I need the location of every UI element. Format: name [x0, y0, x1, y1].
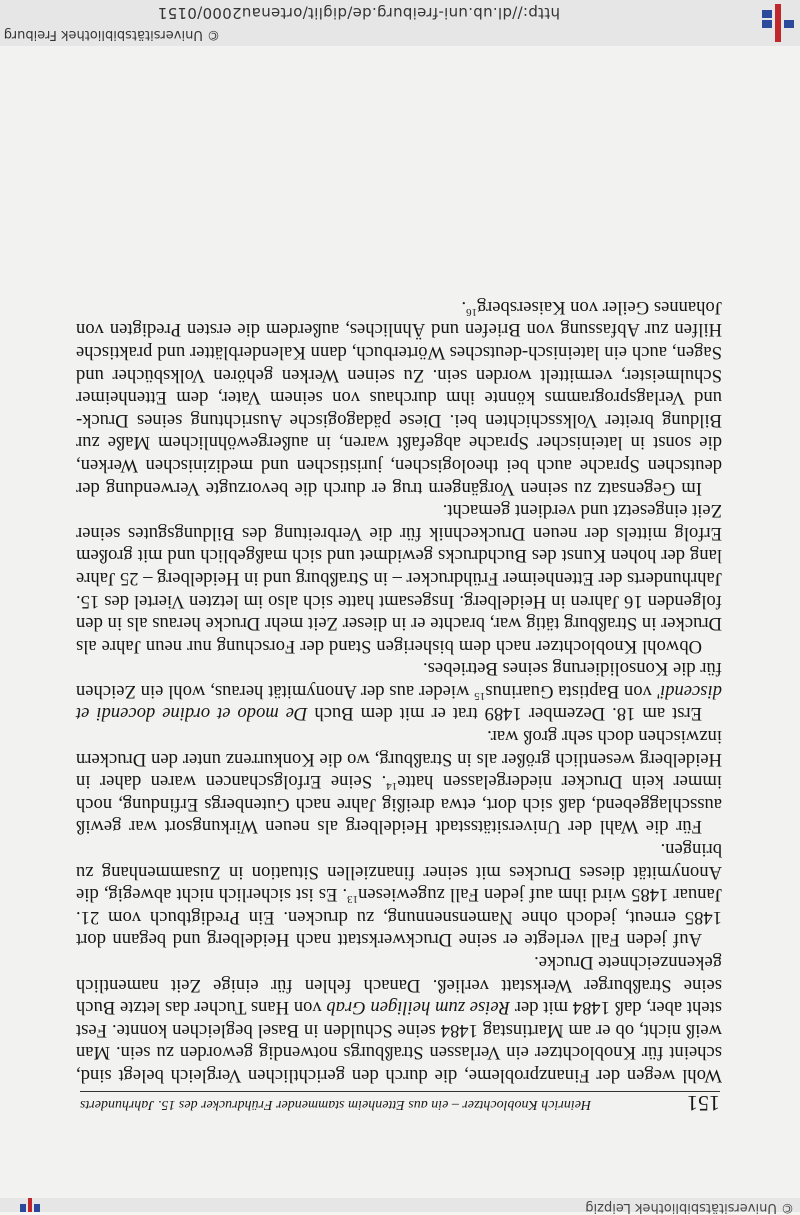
paragraph: Für die Wahl der Universitätsstadt Heidelberg als neuen Wirkungsort war gewiß ausschlaggebend, daß sich dort, etwa dreißig Jahre nach Gutenbergs Erfindung, noch immer kein Drucker niedergelassen hatte$^{14}$. Seine Erfolgschancen waren daher in Heidelberg wesentlich größer als in Straßburg, wo die Konkurrenz unter den Druckern inzwischen doch sehr groß war.	[76, 726, 722, 838]
library-credit: © Universitätsbibliothek Freiburg	[3, 27, 220, 42]
library-credit-top: © Universitätsbibliothek Leipzig	[585, 1200, 794, 1215]
library-logo-icon	[754, 4, 794, 42]
paragraph: Auf jeden Fall verlegte er seine Druckwerkstatt nach Heidelberg und begann dort 1485 erneut, jedoch ohne Namensnennung, zu drucken. Ein Predigtbuch vom 21. Januar 1485 wird ihm auf jeden Fall zugewiesen$^{13}$. Es ist sicherlich nicht abwegig, die Anonymität dieses Druckes mit seiner finanziellen Situation in Zusammenhang zu bringen.	[76, 839, 722, 951]
library-logo-top-icon	[20, 1198, 40, 1212]
viewer-top-bar	[0, 1198, 800, 1215]
paragraph: Wohl wegen der Finanzprobleme, die durch den gerichtlichen Vergleich belegt sind, scheint für Knoblochtzer ein Verlassen Straßburgs notwendig geworden zu sein. Man weiß nicht, ob er am Martinstag 1484 seine Schulden in Basel begleichen konnte. Fest steht aber, daß 1484 mit der Reise zum heiligen Grab von Hans Tucher das letzte Buch seine Straßburger Werkstatt verließ. Danach fehlen für einige Zeit namentlich gekennzeichnete Drucke.	[75, 952, 722, 1086]
page-header	[80, 1091, 720, 1116]
paragraph: Erst am 18. Dezember 1489 trat er mit dem Buch De modo et ordine docendi et discendi' von Baptista Guarinus$^{15}$ wieder aus der Anonymität heraus, wohl ein Zeichen für die Konsolidierung seines Betriebes.	[75, 658, 722, 725]
paragraph: Im Gegensatz zu seinen Vorgängern trug er durch die bevorzugte Verwendung der deutschen Sprache auch bei theologischen, juristischen und medizinischen Werken, die sonst in lateinischer Sprache abgefaßt waren, in außergewöhnlichem Maße zur Bildung breiter Volksschichten bei. Diese pädagogische Ausrichtung seines Druck- und Verlagsprogramms könnte ihm durchaus von seinem Vater, dem Ettenheimer Schulmeister, vermittelt worden sein. Zu seinen Werken gehören Volksbücher und Sagen, auch ein lateinisch-deutsches Wörterbuch, dann Kalenderblätter und praktische Hilfen zur Abfassung von Briefen und Ähnliches, außerdem die ersten Predigten von Johannes Geiler von Kaisersberg$^{16}$.	[76, 296, 722, 499]
page-number: 151	[687, 1091, 720, 1116]
viewer-bottom-bar	[0, 0, 800, 46]
running-head: Heinrich Knoblochtzer – ein aus Ettenheim stammender Frühdrucker des 15. Jahrhunderts	[80, 1097, 592, 1112]
document-url-link[interactable]: http://dl.ub.uni-freiburg.de/diglit/ortenau2000/0151	[157, 4, 560, 22]
paragraph: Obwohl Knoblochtzer nach dem bisherigen Stand der Forschung nur neun Jahre als Drucker in Straßburg tätig war, brachte er in dieser Zeit mehr Drucke heraus als in den folgenden 16 Jahren in Heidelberg. Insgesamt hatte sich also im letzten Viertel des 15. Jahrhunderts der Ettenheimer Frühdrucker – in Straßburg und in Heidelberg – 25 Jahre lang der hohen Kunst des Buchdrucks gewidmet und sich maßgeblich und mit großem Erfolg mittels der neuen Druckechnik für die Verbreitung des Bildungsgutes seiner Zeit eingesetzt und verdient gemacht.	[76, 500, 722, 657]
body-text	[76, 295, 722, 1086]
